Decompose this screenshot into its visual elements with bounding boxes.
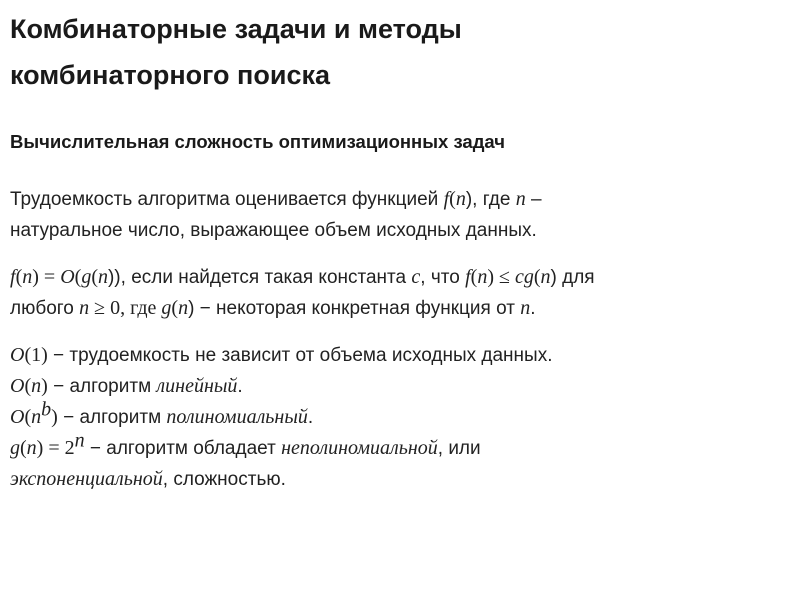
p2-cg: cg <box>514 266 534 288</box>
p3-onb-n: n <box>31 406 42 428</box>
p2-tail: ) для <box>550 267 595 288</box>
p3-g-text2: , или <box>437 438 481 459</box>
p1-n: n <box>455 188 466 210</box>
p3-on-n: n <box>31 375 42 397</box>
p3-onb-dot: . <box>307 407 314 428</box>
p2-n7: n <box>520 297 531 319</box>
p1-paren-open: ( <box>449 188 456 210</box>
p2-O: O <box>60 266 75 288</box>
p1-text: Трудоемкость алгоритма оценивается функцией <box>10 189 444 210</box>
p2-n4: n <box>540 266 551 288</box>
p3-o1: O <box>10 344 25 366</box>
p3-onb: O <box>10 406 25 428</box>
p3-onb-text: − алгоритм <box>57 407 167 428</box>
p3-g-word2: экспоненциальной <box>10 468 163 490</box>
p2-c: c <box>411 266 421 288</box>
p2-n: n <box>22 266 33 288</box>
p2-n3: n <box>477 266 488 288</box>
p2-n5: n <box>79 297 90 319</box>
p2-n6: n <box>178 297 189 319</box>
p3-onb-sup: b <box>41 398 52 421</box>
p1-line-2: натуральное число, выражающее объем исходных данных. <box>10 220 537 241</box>
p3-line-exp <box>10 429 786 464</box>
p2-line-2 <box>10 293 786 324</box>
p2-g: g <box>81 266 92 288</box>
p2-open-f: ( <box>171 297 179 319</box>
p3-on-text: − алгоритм <box>47 376 157 397</box>
p1-close: ), где <box>465 189 516 210</box>
p3-g-n: n <box>26 437 37 459</box>
p2-l2b: ) − некоторая конкретная функция от <box>188 298 521 319</box>
p2-line-1 <box>10 262 786 293</box>
p2-mid: , что <box>420 267 466 288</box>
p2-n2: n <box>97 266 108 288</box>
p3-g-word: неполиномиальной <box>281 437 438 459</box>
section-subtitle: Вычислительная сложность оптимизационных задач <box>10 131 506 152</box>
p3-g-end: , сложностью. <box>162 469 286 490</box>
p3-line-on <box>10 371 786 402</box>
p2-f: f <box>10 266 16 288</box>
p2-open: ( <box>15 266 23 288</box>
p3-line-o1 <box>10 340 786 371</box>
p3-onb-word: полиномиальный <box>166 406 308 428</box>
p3-on-word: линейный <box>156 375 238 397</box>
paragraph-complexity-classes <box>10 340 786 495</box>
p2-eq: ) = <box>32 266 61 288</box>
p3-line-exp-2 <box>10 464 786 495</box>
p2-ge: ≥ 0, где <box>89 297 162 319</box>
p2-g2: g <box>161 297 172 319</box>
p2-dot: . <box>530 298 536 319</box>
p1-n2: n <box>515 188 526 210</box>
p3-g: g <box>10 437 20 459</box>
p3-g-close: ) = 2 <box>36 437 75 459</box>
slide-title <box>10 6 786 98</box>
p2-f2: f <box>465 266 471 288</box>
p1-line-1 <box>10 184 786 215</box>
p3-g-text: − алгоритм обладает <box>84 438 282 459</box>
p3-o1-text: − трудоемкость не зависит от объема исходных данных. <box>47 345 553 366</box>
p3-on-open: ( <box>24 375 32 397</box>
p3-on: O <box>10 375 25 397</box>
p3-on-dot: . <box>237 376 243 397</box>
p2-open-b: ( <box>74 266 82 288</box>
p2-l2a: любого <box>10 298 80 319</box>
p2-open-d: ( <box>470 266 478 288</box>
p2-open-e: ( <box>533 266 541 288</box>
p3-line-onb <box>10 398 786 433</box>
p2-close: )), если найдется такая константа <box>107 267 412 288</box>
p3-g-sup: n <box>74 429 85 452</box>
p2-open-c: ( <box>91 266 98 288</box>
p1-f: f <box>443 188 450 210</box>
p3-g-open: ( <box>20 437 27 459</box>
slide-title-line-1: Комбинаторные задачи и методы <box>10 14 462 44</box>
p3-onb-close: ) <box>51 406 58 428</box>
slide-title-line-2: комбинаторного поиска <box>10 60 330 90</box>
p2-le: ) ≤ <box>487 266 515 288</box>
p1-dash: – <box>525 189 542 210</box>
p3-o1-arg: (1) <box>24 344 48 366</box>
paragraph-big-o-definition <box>10 262 786 324</box>
p3-onb-open: ( <box>24 406 32 428</box>
paragraph-complexity-definition <box>10 184 786 246</box>
p3-on-close: ) <box>41 375 48 397</box>
